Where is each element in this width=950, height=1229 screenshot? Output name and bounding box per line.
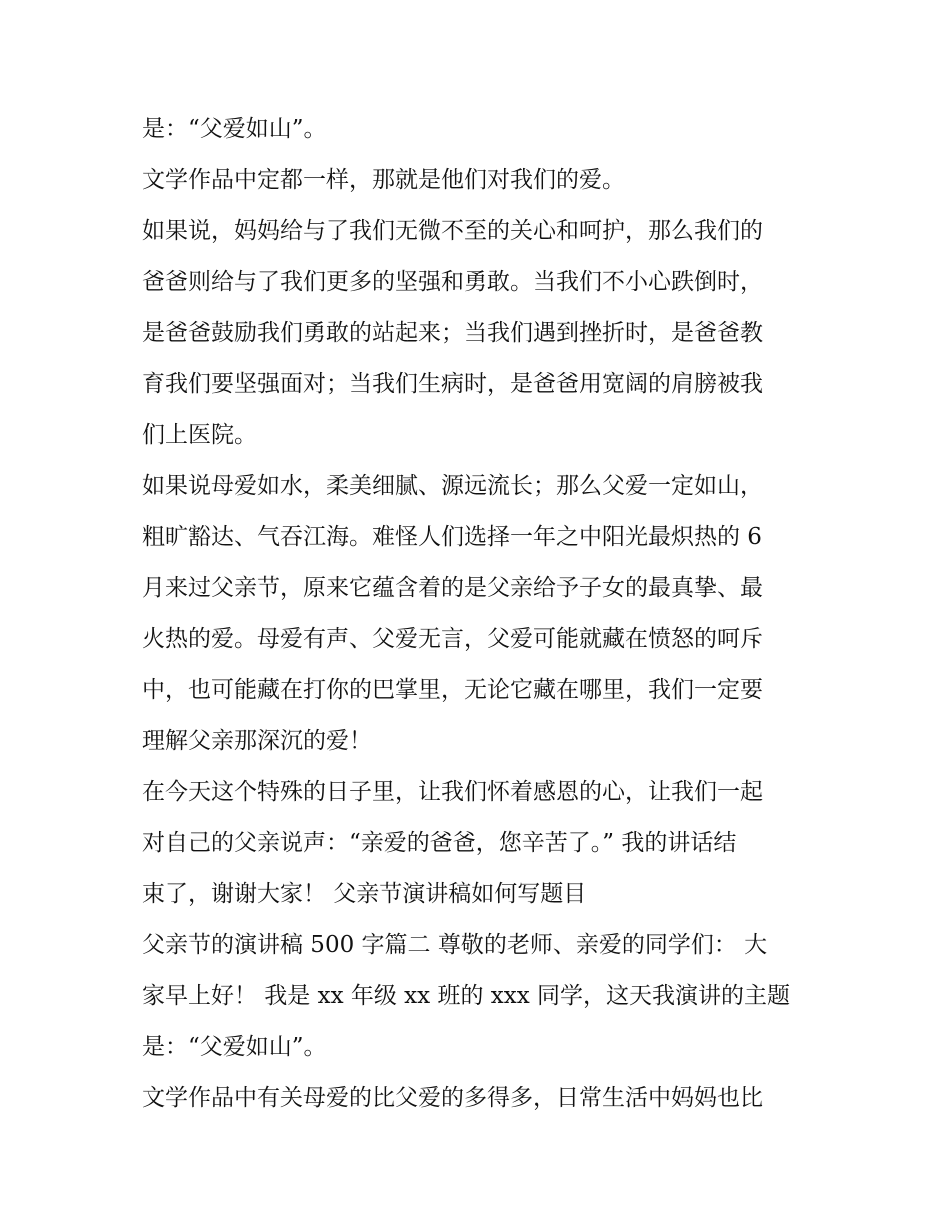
- text-line: 束了，谢谢大家！ 父亲节演讲稿如何写题目: [142, 881, 587, 907]
- text-line: 中，也可能藏在打你的巴掌里，无论它藏在哪里，我们一定要: [142, 677, 763, 703]
- text-line: 家早上好！ 我是 xx 年级 xx 班的 xxx 同学，这天我演讲的主题: [142, 983, 790, 1009]
- text-line: 文学作品中定都一样，那就是他们对我们的爱。: [142, 167, 625, 193]
- text-line: 是：“父爱如山”。: [142, 116, 327, 142]
- text-line: 们上医院。: [142, 422, 257, 448]
- text-line: 月来过父亲节，原来它蕴含着的是父亲给予子女的最真挚、最: [142, 575, 763, 601]
- text-line: 火热的爱。母爱有声、父爱无言，父爱可能就藏在愤怒的呵斥: [142, 626, 763, 652]
- text-line: 父亲节的演讲稿 500 字篇二 尊敬的老师、亲爱的同学们： 大: [142, 932, 768, 958]
- text-line: 如果说母爱如水，柔美细腻、源远流长；那么父爱一定如山，: [142, 473, 763, 499]
- text-line: 是爸爸鼓励我们勇敢的站起来；当我们遇到挫折时，是爸爸教: [142, 320, 763, 346]
- text-line: 育我们要坚强面对；当我们生病时，是爸爸用宽阔的肩膀被我: [142, 371, 763, 397]
- text-line: 如果说，妈妈给与了我们无微不至的关心和呵护，那么我们的: [142, 218, 763, 244]
- text-line: 理解父亲那深沉的爱！: [142, 728, 372, 754]
- text-line: 粗旷豁达、气吞江海。难怪人们选择一年之中阳光最炽热的 6: [142, 524, 762, 550]
- text-line: 文学作品中有关母爱的比父爱的多得多，日常生活中妈妈也比: [142, 1085, 763, 1111]
- text-line: 爸爸则给与了我们更多的坚强和勇敢。当我们不小心跌倒时，: [142, 269, 763, 295]
- text-line: 在今天这个特殊的日子里，让我们怀着感恩的心，让我们一起: [142, 779, 763, 805]
- document-body: [142, 104, 822, 1124]
- text-line: 对自己的父亲说声：“亲爱的爸爸，您辛苦了。” 我的讲话结: [142, 830, 737, 856]
- text-line: 是：“父爱如山”。: [142, 1034, 327, 1060]
